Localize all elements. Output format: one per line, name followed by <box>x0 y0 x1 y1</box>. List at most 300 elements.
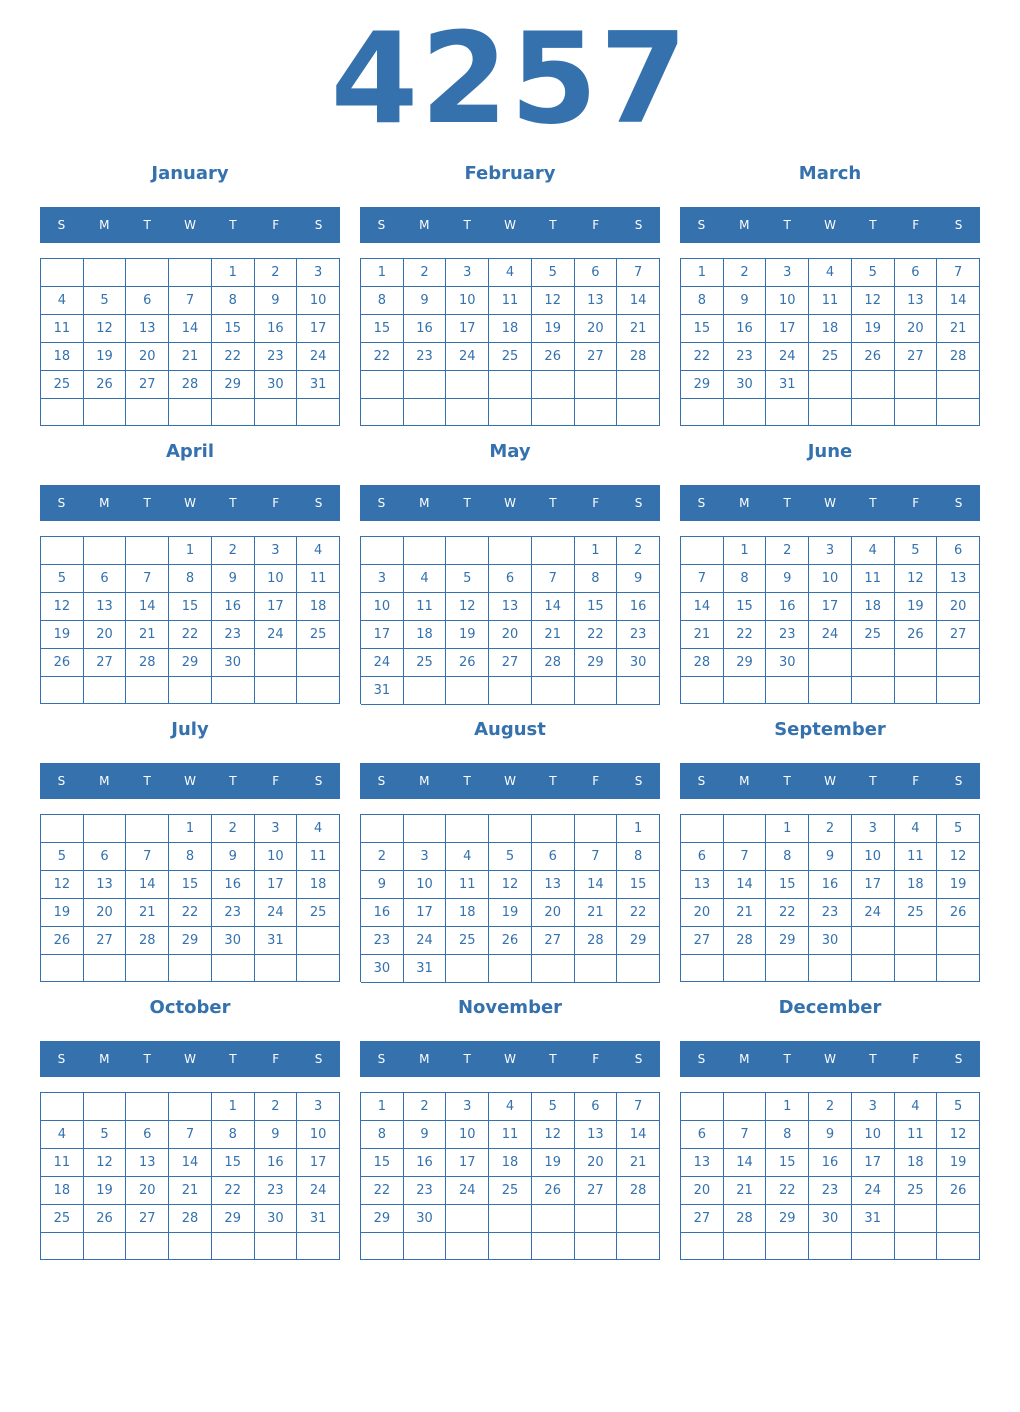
day-cell: 12 <box>937 843 980 871</box>
day-cell: 19 <box>41 621 84 649</box>
day-cell: 11 <box>41 1149 84 1177</box>
day-cell: 1 <box>169 815 212 843</box>
day-grid <box>40 258 340 426</box>
day-cell: 24 <box>255 899 298 927</box>
day-cell: 7 <box>681 565 724 593</box>
empty-cell <box>84 955 127 982</box>
day-cell: 29 <box>575 649 618 677</box>
day-grid <box>680 1092 980 1260</box>
day-cell: 11 <box>446 871 489 899</box>
day-cell: 22 <box>575 621 618 649</box>
empty-cell <box>41 1233 84 1260</box>
day-cell: 26 <box>489 927 532 955</box>
day-cell: 5 <box>41 843 84 871</box>
empty-cell <box>575 1205 618 1233</box>
empty-cell <box>895 371 938 399</box>
day-cell: 18 <box>297 871 340 899</box>
day-cell: 24 <box>361 649 404 677</box>
day-cell: 24 <box>404 927 447 955</box>
day-cell: 8 <box>169 843 212 871</box>
day-cell: 3 <box>255 537 298 565</box>
day-cell: 29 <box>212 1205 255 1233</box>
empty-cell <box>297 649 340 677</box>
day-cell: 14 <box>169 315 212 343</box>
day-cell: 16 <box>212 593 255 621</box>
day-cell: 19 <box>489 899 532 927</box>
empty-cell <box>681 955 724 982</box>
day-cell: 8 <box>681 287 724 315</box>
weekday-label: T <box>229 496 237 510</box>
day-grid <box>40 1092 340 1260</box>
day-cell: 19 <box>937 1149 980 1177</box>
empty-cell <box>255 649 298 677</box>
day-grid <box>40 536 340 704</box>
empty-cell <box>895 649 938 677</box>
month-title: July <box>171 719 209 740</box>
day-cell: 24 <box>297 343 340 371</box>
day-cell: 28 <box>126 649 169 677</box>
day-cell: 18 <box>489 315 532 343</box>
weekday-label: S <box>377 496 386 510</box>
day-cell: 8 <box>766 843 809 871</box>
empty-cell <box>766 955 809 982</box>
day-cell: 12 <box>446 593 489 621</box>
day-cell: 7 <box>169 287 212 315</box>
day-cell: 25 <box>404 649 447 677</box>
day-cell: 7 <box>126 565 169 593</box>
day-cell: 21 <box>681 621 724 649</box>
day-cell: 25 <box>809 343 852 371</box>
empty-cell <box>169 1093 212 1121</box>
day-cell: 24 <box>255 621 298 649</box>
day-cell: 16 <box>255 315 298 343</box>
day-cell: 21 <box>532 621 575 649</box>
weekday-label: W <box>504 218 516 232</box>
weekday-label: S <box>634 496 643 510</box>
empty-cell <box>446 955 489 983</box>
day-cell: 3 <box>446 259 489 287</box>
empty-cell <box>809 649 852 677</box>
month-title: April <box>165 441 215 462</box>
month-title: February <box>464 163 556 184</box>
day-cell: 17 <box>404 899 447 927</box>
day-cell: 3 <box>446 1093 489 1121</box>
day-cell: 23 <box>617 621 660 649</box>
weekday-label: S <box>377 774 386 788</box>
day-cell: 22 <box>169 621 212 649</box>
weekday-label: M <box>419 218 430 232</box>
day-cell: 2 <box>212 537 255 565</box>
day-cell: 20 <box>84 621 127 649</box>
weekday-label: T <box>463 1052 471 1066</box>
weekday-label: S <box>697 1052 706 1066</box>
weekday-label: T <box>463 218 471 232</box>
weekday-header <box>680 485 980 521</box>
day-cell: 14 <box>126 871 169 899</box>
empty-cell <box>41 537 84 565</box>
weekday-label: S <box>377 218 386 232</box>
day-cell: 5 <box>489 843 532 871</box>
day-cell: 24 <box>766 343 809 371</box>
empty-cell <box>126 1093 169 1121</box>
weekday-label: F <box>912 774 920 788</box>
empty-cell <box>489 677 532 705</box>
day-cell: 17 <box>255 593 298 621</box>
day-cell: 26 <box>41 649 84 677</box>
day-cell: 14 <box>617 1121 660 1149</box>
empty-cell <box>809 955 852 982</box>
day-cell: 28 <box>169 371 212 399</box>
day-cell: 19 <box>532 1149 575 1177</box>
day-cell: 21 <box>169 343 212 371</box>
day-cell: 12 <box>41 871 84 899</box>
weekday-label: S <box>57 218 66 232</box>
empty-cell <box>41 1093 84 1121</box>
day-cell: 21 <box>169 1177 212 1205</box>
day-cell: 10 <box>404 871 447 899</box>
empty-cell <box>84 399 127 426</box>
day-cell: 23 <box>255 1177 298 1205</box>
day-cell: 14 <box>617 287 660 315</box>
day-cell: 4 <box>404 565 447 593</box>
day-cell: 12 <box>937 1121 980 1149</box>
empty-cell <box>41 955 84 982</box>
day-cell: 17 <box>446 1149 489 1177</box>
day-cell: 31 <box>766 371 809 399</box>
month-title: May <box>489 441 531 462</box>
weekday-label: T <box>143 1052 151 1066</box>
empty-cell <box>937 955 980 982</box>
day-cell: 29 <box>169 649 212 677</box>
empty-cell <box>852 399 895 426</box>
day-cell: 18 <box>297 593 340 621</box>
day-cell: 19 <box>532 315 575 343</box>
day-cell: 11 <box>404 593 447 621</box>
day-cell: 26 <box>41 927 84 955</box>
empty-cell <box>617 371 660 399</box>
day-cell: 12 <box>41 593 84 621</box>
day-cell: 30 <box>361 955 404 983</box>
day-cell: 14 <box>532 593 575 621</box>
day-cell: 6 <box>126 1121 169 1149</box>
weekday-label: T <box>869 1052 877 1066</box>
empty-cell <box>937 371 980 399</box>
day-cell: 28 <box>724 1205 767 1233</box>
empty-cell <box>532 537 575 565</box>
day-cell: 9 <box>724 287 767 315</box>
day-cell: 12 <box>489 871 532 899</box>
weekday-header <box>360 1041 660 1077</box>
empty-cell <box>681 815 724 843</box>
day-cell: 17 <box>255 871 298 899</box>
day-cell: 27 <box>126 1205 169 1233</box>
day-cell: 16 <box>212 871 255 899</box>
day-cell: 22 <box>212 343 255 371</box>
day-cell: 16 <box>617 593 660 621</box>
day-cell: 6 <box>681 843 724 871</box>
day-cell: 21 <box>617 1149 660 1177</box>
day-cell: 23 <box>361 927 404 955</box>
day-cell: 7 <box>617 259 660 287</box>
empty-cell <box>446 399 489 427</box>
day-cell: 25 <box>852 621 895 649</box>
day-cell: 17 <box>809 593 852 621</box>
day-cell: 8 <box>724 565 767 593</box>
weekday-label: T <box>783 1052 791 1066</box>
weekday-label: S <box>377 1052 386 1066</box>
day-cell: 18 <box>404 621 447 649</box>
day-cell: 15 <box>724 593 767 621</box>
empty-cell <box>809 677 852 704</box>
month-title: June <box>807 441 853 462</box>
weekday-label: W <box>824 496 836 510</box>
day-cell: 3 <box>852 815 895 843</box>
empty-cell <box>766 677 809 704</box>
weekday-label: S <box>57 1052 66 1066</box>
day-cell: 20 <box>532 899 575 927</box>
empty-cell <box>126 677 169 704</box>
empty-cell <box>489 1233 532 1260</box>
empty-cell <box>575 677 618 705</box>
day-cell: 26 <box>84 371 127 399</box>
day-cell: 11 <box>41 315 84 343</box>
day-cell: 22 <box>617 899 660 927</box>
day-cell: 4 <box>895 815 938 843</box>
day-cell: 5 <box>446 565 489 593</box>
empty-cell <box>212 1233 255 1260</box>
day-cell: 18 <box>446 899 489 927</box>
empty-cell <box>724 399 767 426</box>
day-cell: 8 <box>766 1121 809 1149</box>
day-cell: 18 <box>41 1177 84 1205</box>
day-cell: 4 <box>297 537 340 565</box>
empty-cell <box>852 371 895 399</box>
day-cell: 21 <box>937 315 980 343</box>
empty-cell <box>681 1233 724 1260</box>
day-cell: 18 <box>41 343 84 371</box>
day-cell: 17 <box>852 871 895 899</box>
month-title: March <box>798 163 862 184</box>
weekday-label: S <box>954 218 963 232</box>
day-cell: 12 <box>852 287 895 315</box>
empty-cell <box>212 399 255 426</box>
day-cell: 1 <box>724 537 767 565</box>
day-cell: 25 <box>41 1205 84 1233</box>
day-cell: 7 <box>617 1093 660 1121</box>
day-cell: 7 <box>169 1121 212 1149</box>
day-cell: 6 <box>937 537 980 565</box>
weekday-label: F <box>272 496 280 510</box>
day-cell: 19 <box>84 343 127 371</box>
weekday-label: T <box>463 496 471 510</box>
day-cell: 4 <box>297 815 340 843</box>
day-cell: 2 <box>361 843 404 871</box>
weekday-header <box>40 1041 340 1077</box>
day-cell: 12 <box>532 1121 575 1149</box>
empty-cell <box>852 677 895 704</box>
day-cell: 29 <box>212 371 255 399</box>
day-cell: 14 <box>937 287 980 315</box>
day-cell: 30 <box>724 371 767 399</box>
weekday-label: F <box>912 1052 920 1066</box>
day-cell: 19 <box>41 899 84 927</box>
day-cell: 19 <box>84 1177 127 1205</box>
day-cell: 21 <box>724 1177 767 1205</box>
day-cell: 7 <box>532 565 575 593</box>
day-cell: 29 <box>617 927 660 955</box>
weekday-label: T <box>143 218 151 232</box>
day-cell: 28 <box>575 927 618 955</box>
day-cell: 8 <box>361 287 404 315</box>
day-cell: 30 <box>809 927 852 955</box>
empty-cell <box>489 815 532 843</box>
empty-cell <box>404 371 447 399</box>
weekday-label: T <box>549 218 557 232</box>
empty-cell <box>937 649 980 677</box>
day-cell: 15 <box>212 1149 255 1177</box>
day-cell: 25 <box>895 1177 938 1205</box>
day-grid <box>680 536 980 704</box>
day-cell: 31 <box>404 955 447 983</box>
day-cell: 8 <box>212 1121 255 1149</box>
day-cell: 10 <box>446 1121 489 1149</box>
empty-cell <box>169 259 212 287</box>
day-cell: 13 <box>895 287 938 315</box>
empty-cell <box>489 955 532 983</box>
day-cell: 1 <box>361 1093 404 1121</box>
day-cell: 1 <box>169 537 212 565</box>
day-cell: 30 <box>255 1205 298 1233</box>
day-cell: 31 <box>255 927 298 955</box>
weekday-label: W <box>504 1052 516 1066</box>
day-cell: 2 <box>617 537 660 565</box>
empty-cell <box>937 677 980 704</box>
day-cell: 3 <box>255 815 298 843</box>
day-cell: 2 <box>766 537 809 565</box>
day-cell: 9 <box>809 1121 852 1149</box>
day-cell: 20 <box>937 593 980 621</box>
day-cell: 1 <box>575 537 618 565</box>
empty-cell <box>895 399 938 426</box>
day-grid <box>360 1092 660 1260</box>
empty-cell <box>446 677 489 705</box>
day-cell: 3 <box>297 259 340 287</box>
day-cell: 15 <box>681 315 724 343</box>
day-cell: 8 <box>361 1121 404 1149</box>
day-cell: 6 <box>681 1121 724 1149</box>
day-cell: 21 <box>575 899 618 927</box>
weekday-label: W <box>824 1052 836 1066</box>
empty-cell <box>297 1233 340 1260</box>
weekday-label: S <box>634 774 643 788</box>
day-cell: 14 <box>681 593 724 621</box>
empty-cell <box>361 371 404 399</box>
day-cell: 28 <box>617 343 660 371</box>
day-cell: 19 <box>895 593 938 621</box>
day-cell: 28 <box>937 343 980 371</box>
day-cell: 26 <box>84 1205 127 1233</box>
day-cell: 22 <box>766 1177 809 1205</box>
weekday-label: T <box>229 774 237 788</box>
empty-cell <box>126 815 169 843</box>
day-cell: 15 <box>766 871 809 899</box>
day-cell: 13 <box>489 593 532 621</box>
day-cell: 7 <box>724 843 767 871</box>
day-cell: 21 <box>126 899 169 927</box>
day-cell: 4 <box>809 259 852 287</box>
empty-cell <box>532 1233 575 1260</box>
day-cell: 26 <box>852 343 895 371</box>
empty-cell <box>937 1233 980 1260</box>
day-cell: 2 <box>724 259 767 287</box>
weekday-label: T <box>143 774 151 788</box>
day-cell: 3 <box>361 565 404 593</box>
day-cell: 16 <box>404 315 447 343</box>
day-cell: 26 <box>532 1177 575 1205</box>
day-cell: 16 <box>766 593 809 621</box>
empty-cell <box>41 677 84 704</box>
weekday-label: M <box>419 496 430 510</box>
day-cell: 17 <box>297 1149 340 1177</box>
day-cell: 2 <box>255 1093 298 1121</box>
day-cell: 17 <box>766 315 809 343</box>
empty-cell <box>895 927 938 955</box>
day-cell: 2 <box>404 1093 447 1121</box>
weekday-header <box>360 485 660 521</box>
day-cell: 3 <box>404 843 447 871</box>
empty-cell <box>532 677 575 705</box>
day-cell: 14 <box>169 1149 212 1177</box>
day-cell: 12 <box>895 565 938 593</box>
empty-cell <box>446 371 489 399</box>
month-title: October <box>149 997 231 1018</box>
empty-cell <box>361 815 404 843</box>
empty-cell <box>852 955 895 982</box>
day-cell: 9 <box>809 843 852 871</box>
empty-cell <box>41 815 84 843</box>
day-cell: 30 <box>617 649 660 677</box>
weekday-label: F <box>912 218 920 232</box>
weekday-label: S <box>314 774 323 788</box>
day-cell: 14 <box>724 1149 767 1177</box>
weekday-label: M <box>99 218 110 232</box>
day-cell: 27 <box>575 1177 618 1205</box>
weekday-header <box>40 207 340 243</box>
day-cell: 23 <box>212 899 255 927</box>
day-cell: 21 <box>617 315 660 343</box>
day-cell: 4 <box>489 1093 532 1121</box>
weekday-label: S <box>314 1052 323 1066</box>
weekday-label: M <box>739 218 750 232</box>
month-title: January <box>151 163 229 184</box>
empty-cell <box>895 1205 938 1233</box>
empty-cell <box>255 677 298 704</box>
day-cell: 9 <box>766 565 809 593</box>
day-cell: 6 <box>575 259 618 287</box>
day-cell: 30 <box>212 927 255 955</box>
day-cell: 5 <box>937 1093 980 1121</box>
day-cell: 7 <box>126 843 169 871</box>
day-cell: 16 <box>255 1149 298 1177</box>
day-cell: 14 <box>724 871 767 899</box>
day-cell: 13 <box>84 593 127 621</box>
day-cell: 2 <box>809 815 852 843</box>
day-cell: 31 <box>297 371 340 399</box>
weekday-label: T <box>549 496 557 510</box>
empty-cell <box>446 1205 489 1233</box>
day-cell: 5 <box>84 1121 127 1149</box>
day-cell: 10 <box>255 565 298 593</box>
